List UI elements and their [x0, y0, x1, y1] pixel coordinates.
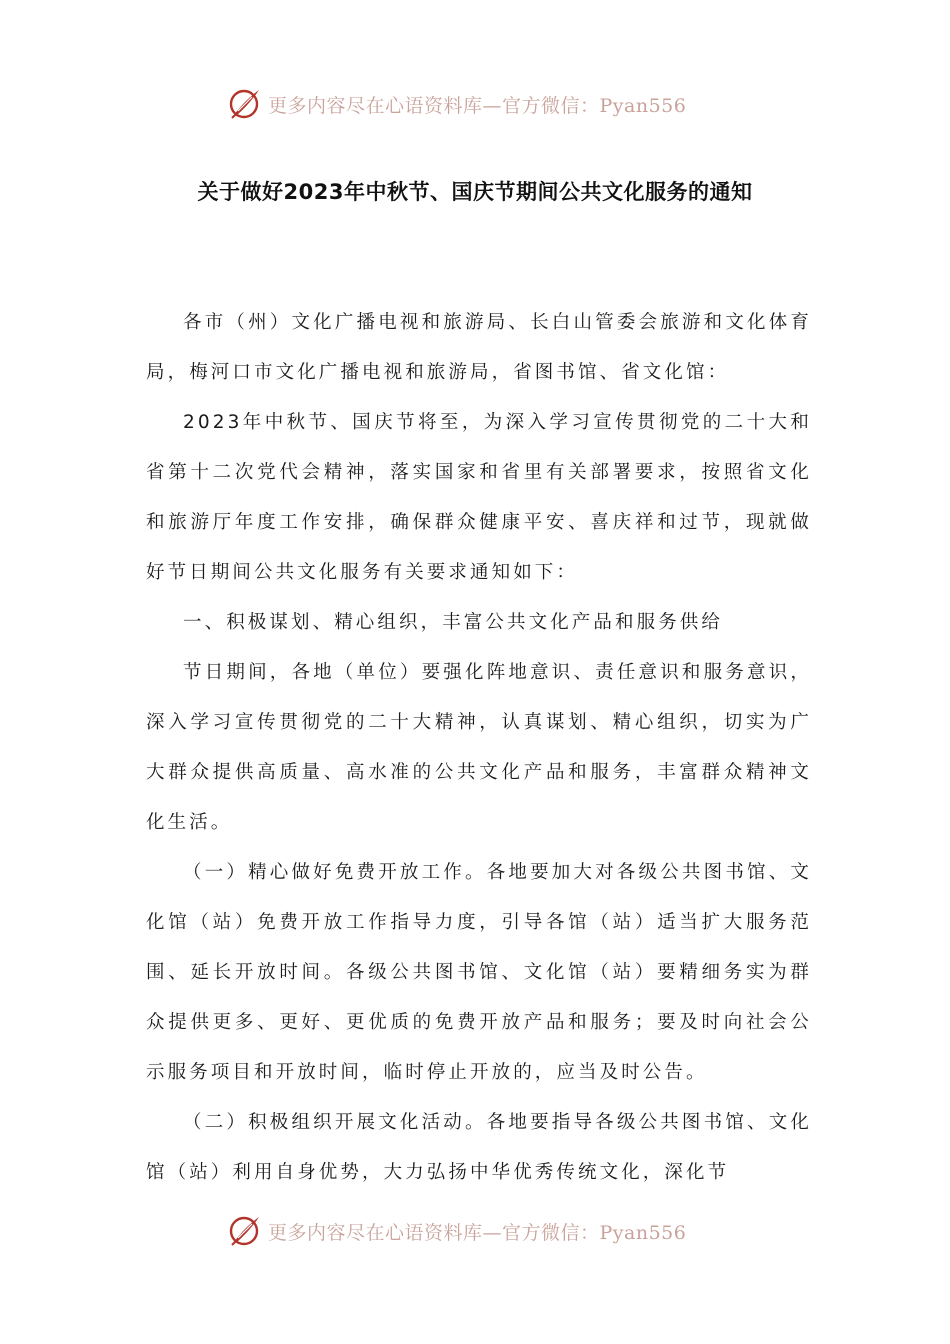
- section-heading-1: 一、积极谋划、精心组织，丰富公共文化产品和服务供给: [183, 612, 724, 633]
- quill-pen-logo-icon: [228, 1214, 262, 1248]
- watermark-text: 更多内容尽在心语资料库—官方微信：Pyan556: [268, 94, 687, 117]
- item-2-paragraph: （二）积极组织开展文化活动。各地要指导各级公共图书馆、文化馆（站）利用自身优势，大力弘扬中华优秀传统文化，深化节: [146, 1112, 812, 1183]
- watermark-text: 更多内容尽在心语资料库—官方微信：Pyan556: [268, 1221, 687, 1244]
- footer-watermark-banner: [228, 1211, 686, 1251]
- header-watermark-banner: [228, 84, 686, 124]
- quill-pen-logo-icon: [228, 87, 262, 121]
- addressee-paragraph: 各市（州）文化广播电视和旅游局、长白山管委会旅游和文化体育局，梅河口市文化广播电视和旅游局，省图书馆、省文化馆：: [146, 312, 812, 383]
- intro-paragraph: 2023年中秋节、国庆节将至，为深入学习宣传贯彻党的二十大和省第十二次党代会精神，落实国家和省里有关部署要求，按照省文化和旅游厅年度工作安排，确保群众健康平安、喜庆祥和过节，现就做好节日期间公共文化服务有关要求通知如下：: [146, 412, 812, 583]
- item-1-paragraph: （一）精心做好免费开放工作。各地要加大对各级公共图书馆、文化馆（站）免费开放工作指导力度，引导各馆（站）适当扩大服务范围、延长开放时间。各级公共图书馆、文化馆（站）要精细务实为群众提供更多、更好、更优质的免费开放产品和服务；要及时向社会公示服务项目和开放时间，临时停止开放的，应当及时公告。: [146, 862, 812, 1083]
- document-title: 关于做好2023年中秋节、国庆节期间公共文化服务的通知: [197, 180, 753, 204]
- section-1-paragraph: 节日期间，各地（单位）要强化阵地意识、责任意识和服务意识，深入学习宣传贯彻党的二十大精神，认真谋划、精心组织，切实为广大群众提供高质量、高水准的公共文化产品和服务，丰富群众精神文化生活。: [146, 662, 812, 833]
- document-body: [146, 298, 812, 1198]
